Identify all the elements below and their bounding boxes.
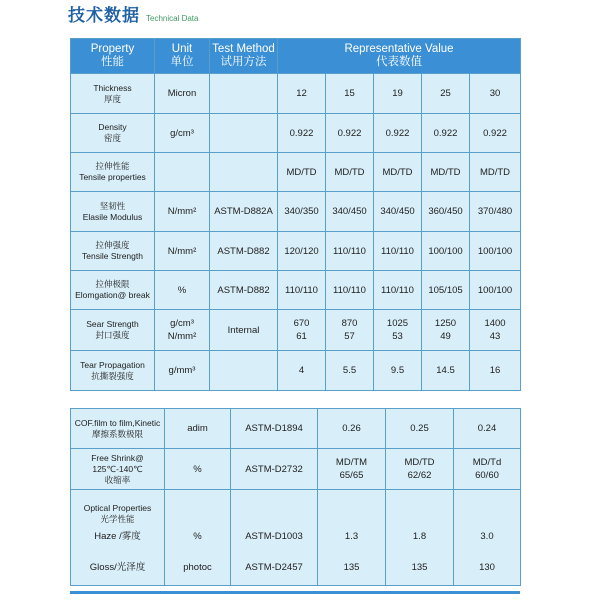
value-cell: 110/110 [374,271,422,310]
unit-cell: g/cm³ [155,114,210,153]
table-row [71,449,521,490]
unit-cell: adim [165,409,231,449]
table-row [71,310,521,351]
value-cell: 360/450 [422,192,470,232]
value-cell: 105/105 [422,271,470,310]
value-cell: 1250 49 [422,310,470,351]
heading-english: Technical Data [146,14,199,23]
table-row [71,74,521,114]
unit-cell: % [165,449,231,490]
value-cell: 0.922 [278,114,326,153]
table-row [71,192,521,232]
value-cell: 100/100 [470,271,521,310]
value-cell: MD/TD [470,153,521,192]
property-seal-strength: Sear Strength 封口强度 [71,310,155,351]
table-row-optical-haze [71,490,521,550]
method-cell: ASTM-D1894 [231,409,318,449]
value-cell: 1025 53 [374,310,422,351]
method-cell [210,153,278,192]
property-elastic-modulus: 坚韧性 Elasile Modulus [71,192,155,232]
value-cell: 100/100 [470,232,521,271]
header-representative-value: Representative Value 代表数值 [278,39,521,74]
value-cell: MD/Td 60/60 [454,449,521,490]
value-cell: 9.5 [374,351,422,391]
value-cell: 4 [278,351,326,391]
value-cell: 5.5 [326,351,374,391]
method-cell: ASTM-D882 [210,232,278,271]
value-cell: MD/TD [278,153,326,192]
method-cell [210,74,278,114]
value-cell: 120/120 [278,232,326,271]
value-cell: 0.24 [454,409,521,449]
unit-cell: Micron [155,74,210,114]
table-row [71,232,521,271]
header-unit: Unit 单位 [155,39,210,74]
unit-cell: g/mm³ [155,351,210,391]
property-thickness: Thickness 厚度 [71,74,155,114]
value-cell: 0.26 [318,409,386,449]
unit-cell: photoc [165,550,231,586]
value-cell: MD/TM 65/65 [318,449,386,490]
value-cell: 135 [318,550,386,586]
method-cell: Internal [210,310,278,351]
table-row-optical-gloss [71,550,521,586]
unit-cell: % [165,490,231,550]
table-row [71,409,521,449]
property-optical: Optical Properties 光学性能 Haze /雾度 [71,490,165,550]
value-cell: 0.25 [386,409,454,449]
table-row [71,271,521,310]
table-row [71,153,521,192]
property-elongation-at-break: 拉伸极限 Elomgation@ break [71,271,155,310]
property-free-shrink: Free Shrink@ 125℃-140℃ 收缩率 [71,449,165,490]
value-cell: MD/TD [326,153,374,192]
value-cell: 100/100 [422,232,470,271]
value-cell: 0.922 [422,114,470,153]
method-cell [210,351,278,391]
value-cell: 110/110 [374,232,422,271]
value-cell: 670 61 [278,310,326,351]
property-density: Density 密度 [71,114,155,153]
bottom-rule [70,591,520,594]
value-cell: 340/450 [374,192,422,232]
section-heading [68,2,198,26]
unit-cell: % [155,271,210,310]
value-cell: 0.922 [326,114,374,153]
value-cell: 130 [454,550,521,586]
method-cell [210,114,278,153]
value-cell: 135 [386,550,454,586]
value-cell: MD/TD 62/62 [386,449,454,490]
value-cell: 110/110 [326,271,374,310]
value-cell: 0.922 [374,114,422,153]
value-cell: 370/480 [470,192,521,232]
method-cell: ASTM-D2457 [231,550,318,586]
value-cell: 110/110 [278,271,326,310]
unit-cell: N/mm² [155,192,210,232]
property-cof: COF.film to film,Kinetic 摩擦系数极限 [71,409,165,449]
value-cell: 3.0 [454,490,521,550]
value-cell: 15 [326,74,374,114]
method-cell: ASTM-D882 [210,271,278,310]
value-cell: 25 [422,74,470,114]
value-cell: 340/450 [326,192,374,232]
gloss-label: Gloss/光泽度 [71,550,165,586]
value-cell: 110/110 [326,232,374,271]
method-cell: ASTM-D882A [210,192,278,232]
value-cell: 1.3 [318,490,386,550]
method-cell: ASTM-D1003 [231,490,318,550]
technical-data-table [70,38,521,391]
unit-cell: N/mm² [155,232,210,271]
table-header-row [71,39,521,74]
value-cell: 340/350 [278,192,326,232]
value-cell: 14.5 [422,351,470,391]
value-cell: 1400 43 [470,310,521,351]
table-row [71,114,521,153]
value-cell: MD/TD [422,153,470,192]
value-cell: 0.922 [470,114,521,153]
haze-label: Haze /雾度 [94,530,141,542]
value-cell: 30 [470,74,521,114]
additional-properties-table [70,408,521,586]
header-test-method: Test Method 试用方法 [210,39,278,74]
method-cell: ASTM-D2732 [231,449,318,490]
value-cell: 1.8 [386,490,454,550]
header-property: Property 性能 [71,39,155,74]
value-cell: 12 [278,74,326,114]
value-cell: 19 [374,74,422,114]
unit-cell [155,153,210,192]
property-tear-propagation: Tear Propagation 抗撕裂强度 [71,351,155,391]
value-cell: 16 [470,351,521,391]
table-row [71,351,521,391]
unit-cell: g/cm³ N/mm² [155,310,210,351]
value-cell: 870 57 [326,310,374,351]
heading-chinese: 技术数据 [68,6,140,26]
value-cell: MD/TD [374,153,422,192]
property-tensile-properties: 拉伸性能 Tensile properties [71,153,155,192]
property-tensile-strength: 拉伸强度 Tensile Strength [71,232,155,271]
